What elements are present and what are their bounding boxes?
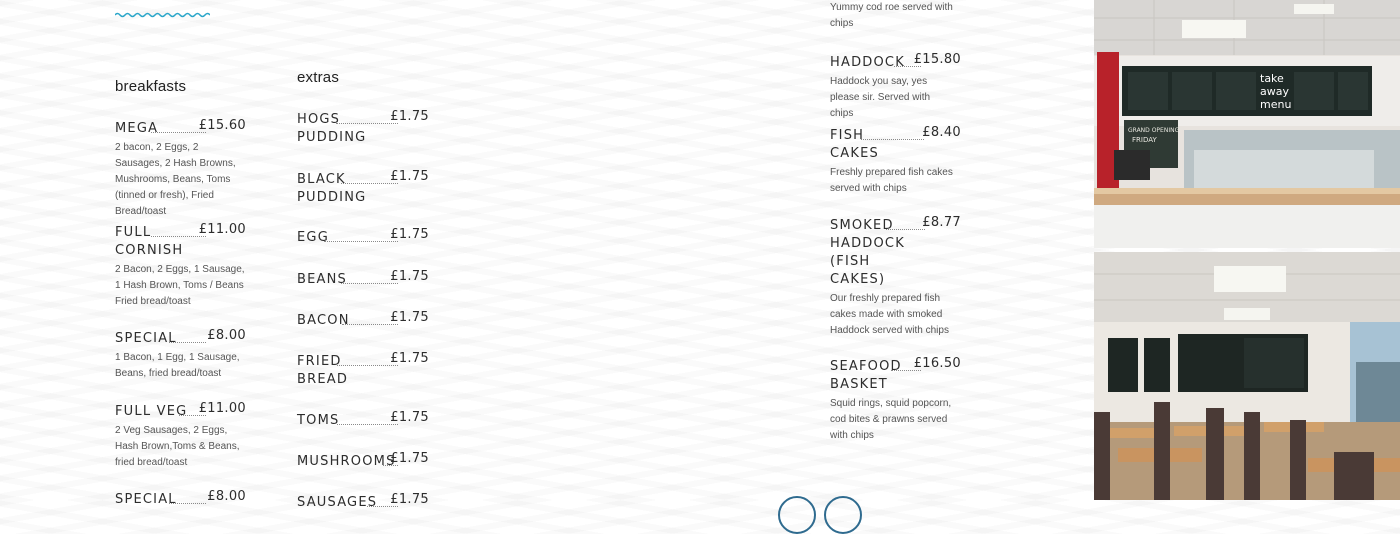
extras-section bbox=[297, 0, 429, 510]
item-price: £8.00 bbox=[207, 489, 246, 504]
item-name: EGG bbox=[297, 230, 329, 245]
item-name: BEANS bbox=[297, 272, 348, 287]
item-name: HADDOCK bbox=[830, 55, 905, 70]
item-name: HOGS PUDDING bbox=[297, 112, 367, 145]
item-name: SEAFOOD BASKET bbox=[830, 359, 902, 392]
extra-item-fried-bread bbox=[297, 352, 429, 388]
item-name: FISH CAKES bbox=[830, 128, 879, 161]
menu-item-full-veg bbox=[115, 402, 246, 471]
extra-item-beans bbox=[297, 270, 429, 288]
extra-item-sausages bbox=[297, 493, 429, 511]
item-description: 1 Bacon, 1 Egg, 1 Sausage, Beans, fried bread/toast bbox=[115, 352, 240, 379]
menu-item-haddock bbox=[830, 53, 961, 122]
sign-text: menu bbox=[1260, 98, 1292, 111]
menu-item-full-cornish bbox=[115, 223, 246, 310]
item-name: FULL CORNISH bbox=[115, 225, 184, 258]
item-price: £15.60 bbox=[198, 118, 246, 133]
item-description: Our freshly prepared fish cakes made with smoked Haddock served with chips bbox=[830, 293, 949, 336]
item-price: £8.77 bbox=[922, 215, 961, 230]
item-price: £11.00 bbox=[198, 222, 246, 237]
menu-item-mega bbox=[115, 119, 246, 220]
item-price: £1.75 bbox=[390, 269, 429, 284]
item-name: SMOKED HADDOCK (FISH CAKES) bbox=[830, 218, 905, 287]
item-price: £15.80 bbox=[913, 52, 961, 67]
item-price: £8.00 bbox=[207, 328, 246, 343]
item-price: £1.75 bbox=[390, 310, 429, 325]
item-name: SPECIAL bbox=[115, 492, 177, 507]
board-text: GRAND OPENING bbox=[1128, 127, 1180, 134]
extra-item-toms bbox=[297, 411, 429, 429]
item-name: MUSHROOMS bbox=[297, 454, 396, 469]
item-price: £1.75 bbox=[390, 227, 429, 242]
section-title-breakfasts: breakfasts bbox=[115, 78, 187, 95]
social-icon-circle[interactable] bbox=[778, 496, 816, 534]
menu-item-special bbox=[115, 329, 246, 382]
item-description: Haddock you say, yes please sir. Served with chips bbox=[830, 76, 931, 119]
item-description-cod-roe: Yummy cod roe served with chips bbox=[830, 2, 953, 29]
social-icon-circle[interactable] bbox=[824, 496, 862, 534]
menu-item-fish-cakes bbox=[830, 126, 961, 197]
item-description: 2 Bacon, 2 Eggs, 1 Sausage, 1 Hash Brown, Toms / Beans Fried bread/toast bbox=[115, 264, 245, 307]
item-price: £11.00 bbox=[198, 401, 246, 416]
board-text: FRIDAY bbox=[1132, 136, 1157, 144]
item-name: BLACK PUDDING bbox=[297, 172, 367, 205]
breakfasts-section bbox=[115, 0, 246, 507]
photo-dining-area bbox=[1094, 252, 1400, 500]
item-price: £1.75 bbox=[390, 451, 429, 466]
item-description: Squid rings, squid popcorn, cod bites & prawns served with chips bbox=[830, 398, 952, 441]
extra-item-black-pudding bbox=[297, 170, 429, 206]
sign-text: take bbox=[1260, 72, 1284, 85]
item-price: £1.75 bbox=[390, 109, 429, 124]
item-name: MEGA bbox=[115, 121, 159, 136]
extra-item-bacon bbox=[297, 311, 429, 329]
item-name: FRIED BREAD bbox=[297, 354, 349, 387]
item-price: £1.75 bbox=[390, 169, 429, 184]
item-description: Freshly prepared fish cakes served with chips bbox=[830, 167, 953, 194]
photo-takeaway-counter bbox=[1094, 0, 1400, 248]
extra-item-egg bbox=[297, 228, 429, 246]
extra-item-mushrooms bbox=[297, 452, 429, 470]
section-title-extras: extras bbox=[297, 69, 340, 86]
item-name: SAUSAGES bbox=[297, 495, 378, 510]
item-price: £8.40 bbox=[922, 125, 961, 140]
item-description: 2 Veg Sausages, 2 Eggs, Hash Brown,Toms & Beans, fried bread/toast bbox=[115, 425, 240, 468]
menu-item-smoked-haddock bbox=[830, 216, 961, 339]
extra-item-hogs-pudding bbox=[297, 110, 429, 146]
item-price: £16.50 bbox=[913, 356, 961, 371]
sign-text: away bbox=[1260, 85, 1289, 98]
item-name: BACON bbox=[297, 313, 350, 328]
item-name: SPECIAL bbox=[115, 331, 177, 346]
item-price: £1.75 bbox=[390, 410, 429, 425]
item-name: TOMS bbox=[297, 413, 340, 428]
item-description: 2 bacon, 2 Eggs, 2 Sausages, 2 Hash Browns, Mushrooms, Beans, Toms (tinned or fresh), Fried Bread/toast bbox=[115, 142, 236, 217]
item-price: £1.75 bbox=[390, 492, 429, 507]
item-price: £1.75 bbox=[390, 351, 429, 366]
menu-item-seafood-basket bbox=[830, 357, 961, 444]
menu-item-special-2 bbox=[115, 490, 246, 508]
fish-section bbox=[830, 0, 961, 500]
item-name: FULL VEG bbox=[115, 404, 188, 419]
